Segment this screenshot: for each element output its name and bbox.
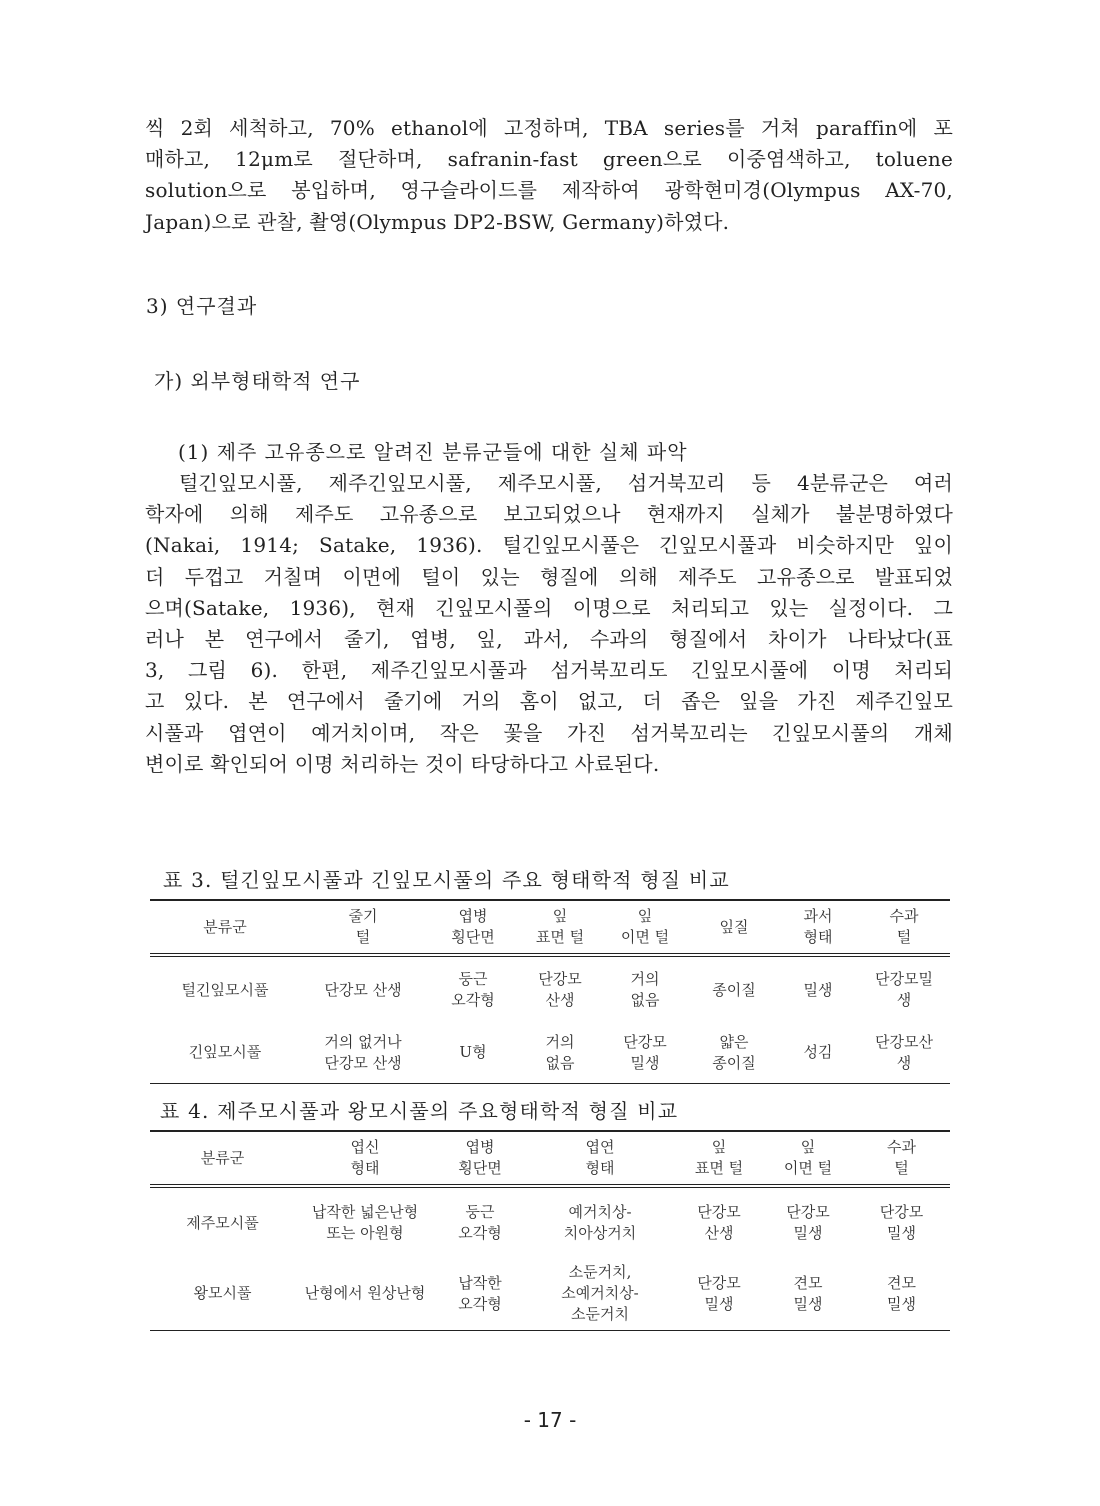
table-cell [675,1258,763,1330]
table-cell [525,1186,675,1258]
table-header-row [150,1131,950,1186]
table-cell [853,1186,950,1258]
cell-text: 납작한 [458,1273,502,1292]
section-heading-results: 3) 연구결과 [146,294,258,318]
cell-text: 엽병 [458,907,488,925]
column-header [763,1131,853,1186]
table-cell [690,1023,778,1083]
text-line: 3, 그림 6). 한편, 제주긴잎모시풀과 섬거북꼬리도 긴잎모시풀에 이명 처리되 [145,658,953,683]
cell-text: U형 [459,1043,487,1062]
table-cell [778,1023,858,1083]
cell-text: 소둔거치 [571,1305,629,1324]
cell-text: 견모 [887,1273,916,1292]
intro-paragraph [145,113,953,238]
table-row [150,1186,950,1258]
cell-text: 밀생 [793,1294,823,1313]
column-header [435,1131,525,1186]
table-cell [150,1258,295,1330]
cell-text: 없음 [630,991,660,1009]
table-cell [300,1023,426,1083]
cell-text: 잎 [800,1138,816,1156]
cell-text: 표면 털 [694,1159,744,1177]
cell-text: 치아상거치 [563,1224,637,1242]
table-cell [675,1186,763,1258]
table-cell [150,1186,295,1258]
cell-text: 횡단면 [458,1159,502,1177]
table-cell [858,955,950,1023]
table-cell [435,1258,525,1330]
subsubsection-heading: (1) 제주 고유종으로 알려진 분류군들에 대한 실체 파악 [178,440,688,464]
subsection-heading: 가) 외부형태학적 연구 [154,369,361,393]
cell-text: 얇은 [719,1032,749,1051]
column-header [295,1131,435,1186]
table-cell [600,1023,690,1083]
cell-text: 긴잎모시풀 [188,1043,262,1062]
cell-text: 털 [894,1159,909,1177]
table-cell [520,1023,600,1083]
column-header [426,900,520,955]
cell-text: 밀생 [803,980,833,999]
cell-text: 둥근 [458,970,488,988]
table-cell [778,955,858,1023]
text-line: 씩 2회 세척하고, 70% ethanol에 고정하며, TBA series를 거쳐 paraffin에 포 [145,116,953,140]
cell-text: 성김 [803,1043,833,1062]
table-row [150,955,950,1023]
table-row [150,1023,950,1083]
column-header [300,900,426,955]
cell-text: 과서 [803,907,833,925]
cell-text: 털 [355,928,371,946]
cell-text: 둥근 [465,1203,495,1221]
cell-text: 분류군 [200,1148,245,1167]
text-line: 으며(Satake, 1936), 현재 긴잎모시풀의 이명으로 처리되고 있는 실정이다. 그 [145,595,953,620]
page-number: - 17 - [523,1408,577,1432]
cell-text: 산생 [704,1224,734,1242]
text-line: 매하고, 12μm로 절단하며, safranin-fast green으로 이중염색하고, toluene [145,147,953,172]
cell-text: 단강모 [538,970,582,988]
cell-text: 단강모 산생 [324,980,402,999]
column-header [150,900,300,955]
cell-text: 줄기 [348,907,378,925]
column-header [600,900,690,955]
table-cell [435,1186,525,1258]
table-cell [295,1258,435,1330]
text-line: 학자에 의해 제주도 고유종으로 보고되었으나 현재까지 실체가 불분명하였다 [145,502,953,527]
table-cell [525,1258,675,1330]
table-cell [763,1186,853,1258]
table-cell [858,1023,950,1083]
table3-caption: 표 3. 털긴잎모시풀과 긴잎모시풀의 주요 형태학적 형질 비교 [163,868,730,892]
cell-text: 거의 없거나 [324,1032,402,1051]
cell-text: 분류군 [203,917,247,936]
table-cell [150,955,300,1023]
cell-text: 견모 [793,1273,823,1292]
text-line: 시풀과 엽연이 예거치이며, 작은 꽃을 가진 섬거북꼬리는 긴잎모시풀의 개체 [145,720,953,745]
cell-text: 종이질 [712,1053,756,1072]
cell-text: 단강모 [697,1273,741,1292]
cell-text: 소예거치상- [561,1284,639,1303]
cell-text: 털긴잎모시풀 [181,980,269,999]
column-header [150,1131,295,1186]
cell-text: 생 [896,991,912,1009]
table-cell [300,955,426,1023]
cell-text: 형태 [585,1159,615,1177]
table-cell [600,955,690,1023]
table-cell [763,1258,853,1330]
text-line: Japan)으로 관찰, 촬영(Olympus DP2-BSW, Germany)하였다. [145,209,730,234]
column-header [520,900,600,955]
table4 [150,1130,950,1331]
table-row [150,1258,950,1330]
cell-text: 종이질 [712,980,756,999]
text-line: 더 두껍고 거칠며 이면에 털이 있는 형질에 의해 제주도 고유종으로 발표되었 [145,564,953,589]
cell-text: 밀생 [630,1053,660,1072]
cell-text: 단강모밀 [875,970,933,988]
cell-text: 단강모 [786,1203,830,1221]
cell-text: 납작한 넓은난형 [311,1203,419,1221]
cell-text: 엽병 [465,1138,495,1156]
cell-text: 오각형 [458,1294,502,1313]
text-line: 러나 본 연구에서 줄기, 엽병, 잎, 과서, 수과의 형질에서 차이가 나타났다(표 [145,627,953,652]
cell-text: 밀생 [887,1224,916,1242]
column-header [675,1131,763,1186]
text-line: solution으로 봉입하며, 영구슬라이드를 제작하여 광학현미경(Olympus AX-70, [145,178,953,203]
cell-text: 엽연 [585,1138,615,1156]
cell-text: 왕모시풀 [193,1284,252,1303]
table-header-row [150,900,950,955]
cell-text: 소둔거치, [568,1263,632,1282]
cell-text: 밀생 [704,1294,734,1313]
cell-text: 수과 [889,907,919,925]
table3 [150,899,950,1084]
cell-text: 잎 [637,907,653,925]
cell-text: 단강모 [697,1203,741,1221]
cell-text: 생 [896,1053,912,1072]
cell-text: 밀생 [887,1294,916,1313]
cell-text: 밀생 [793,1224,823,1242]
table-cell [426,1023,520,1083]
table-cell [295,1186,435,1258]
table-cell [426,955,520,1023]
cell-text: 난형에서 원상난형 [304,1284,426,1303]
cell-text: 털 [896,928,912,946]
cell-text: 이면 털 [783,1159,833,1177]
table-cell [150,1023,300,1083]
table-cell [853,1258,950,1330]
cell-text: 거의 [545,1032,575,1051]
text-line: (Nakai, 1914; Satake, 1936). 털긴잎모시풀은 긴잎모시풀과 비슷하지만 잎이 [145,533,953,558]
cell-text: 잎질 [719,917,749,936]
table-cell [690,955,778,1023]
cell-text: 단강모산 [875,1032,933,1051]
column-header [690,900,778,955]
cell-text: 표면 털 [535,928,585,946]
column-header [525,1131,675,1186]
cell-text: 단강모 산생 [324,1053,402,1072]
cell-text: 오각형 [451,991,495,1009]
table-cell [520,955,600,1023]
cell-text: 단강모 [623,1032,667,1051]
body-paragraph [145,468,953,780]
cell-text: 또는 아원형 [326,1224,404,1242]
cell-text: 단강모 [879,1203,924,1221]
cell-text: 엽신 [350,1138,380,1156]
cell-text: 형태 [350,1159,380,1177]
column-header [778,900,858,955]
cell-text: 수과 [887,1138,916,1156]
cell-text: 잎 [711,1138,727,1156]
cell-text: 형태 [803,928,833,946]
cell-text: 이면 털 [620,928,670,946]
text-line: 변이로 확인되어 이명 처리하는 것이 타당하다고 사료된다. [145,751,660,776]
table4-caption: 표 4. 제주모시풀과 왕모시풀의 주요형태학적 형질 비교 [160,1099,679,1123]
text-line: 털긴잎모시풀, 제주긴잎모시풀, 제주모시풀, 섬거북꼬리 등 4분류군은 여러 [179,471,953,495]
column-header [853,1131,950,1186]
text-line: 고 있다. 본 연구에서 줄기에 거의 홈이 없고, 더 좁은 잎을 가진 제주긴잎모 [145,689,953,714]
cell-text: 잎 [552,907,568,925]
cell-text: 거의 [630,970,660,988]
cell-text: 산생 [545,991,575,1009]
column-header [858,900,950,955]
cell-text: 예거치상- [568,1203,632,1221]
cell-text: 없음 [545,1053,575,1072]
cell-text: 오각형 [458,1224,502,1242]
cell-text: 제주모시풀 [186,1213,259,1232]
cell-text: 횡단면 [451,928,495,946]
